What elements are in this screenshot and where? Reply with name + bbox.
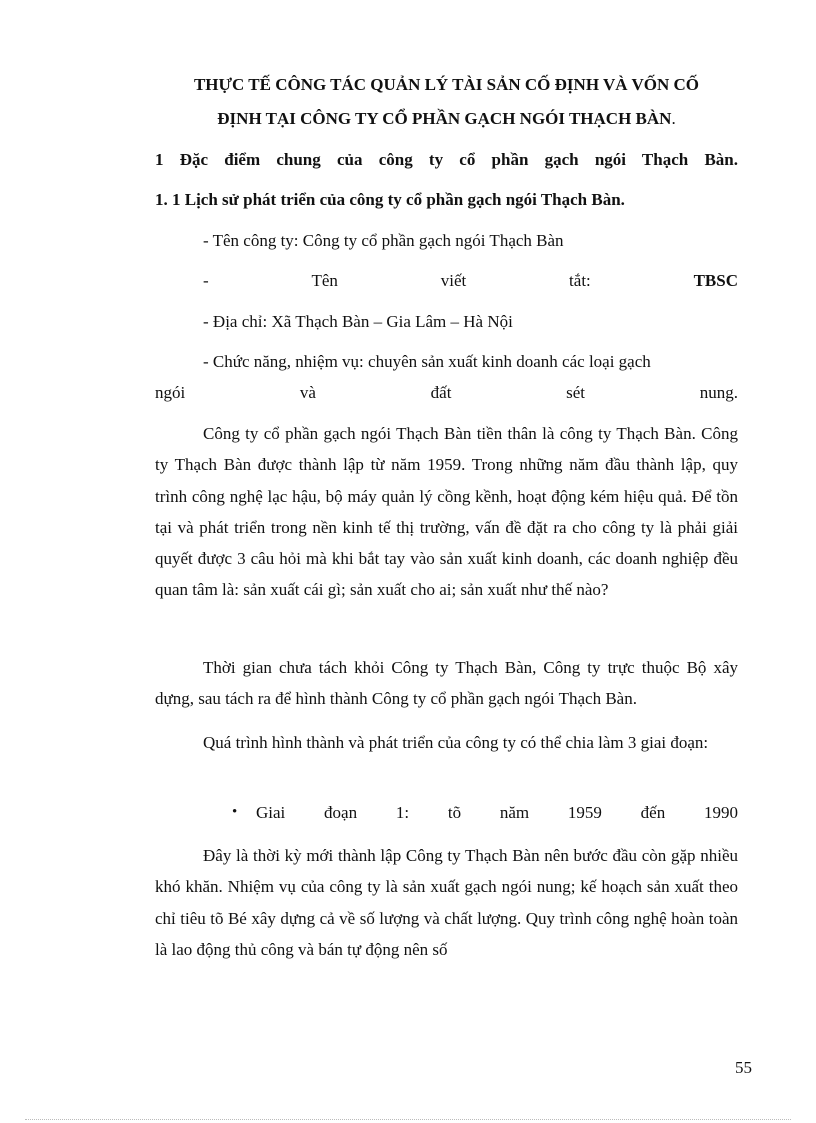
bullet-word: 1990 (703, 803, 738, 822)
page-number: 55 (735, 1058, 752, 1077)
function-word: đất (430, 383, 452, 402)
bullet-word: 1959 (567, 803, 602, 822)
bullet-word: tõ (447, 803, 462, 822)
bullet-word: Giai (256, 803, 286, 822)
footer-divider (25, 1119, 791, 1120)
abbr-word: Tên (311, 271, 338, 290)
abbr-word: tắt: (569, 271, 591, 290)
info-company-name: - Tên công ty: Công ty cổ phần gạch ngói Thạch Bàn (203, 231, 564, 250)
info-abbreviation (203, 271, 738, 291)
function-word: và (299, 383, 316, 402)
section-heading: 1 Đặc điểm chung của công ty cổ phần gạch ngói Thạch Bàn. (155, 150, 738, 169)
title-line-1: THỰC TẾ CÔNG TÁC QUẢN LÝ TÀI SẢN CỐ ĐỊNH VÀ VỐN CỐ (193, 75, 700, 94)
function-word: nung. (699, 383, 738, 402)
abbr-word: - (203, 271, 209, 290)
paragraph-stage-1: Đây là thời kỳ mới thành lập Công ty Thạch Bàn nên bước đầu còn gặp nhiều khó khăn. Nhiệm vụ của công ty là sản xuất gạch ngói nung; kế hoạch sản xuất theo chỉ tiêu tõ Bé xây dựng cả về số lượng và chất lượng. Quy trình công nghệ hoàn toàn là lao động thủ công và bán tự động nên số (155, 846, 738, 959)
paragraph-history: Công ty cổ phần gạch ngói Thạch Bàn tiền thân là công ty Thạch Bàn. Công ty Thạch Bàn được thành lập từ năm 1959. Trong những năm đầu thành lập, quy trình công nghệ lạc hậu, bộ máy quản lý cồng kềnh, hoạt động kém hiệu quả. Để tồn tại và phát triển trong nền kinh tế thị trường, vấn đề đặt ra cho công ty là phải giải quyết được 3 câu hỏi mà khi bắt tay vào sản xuất kinh doanh, các doanh nghiệp đều quan tâm là: sản xuất cái gì; sản xuất cho ai; sản xuất như thế nào? (155, 424, 738, 600)
abbr-value: TBSC (693, 271, 738, 290)
bullet-stage-1 (256, 803, 738, 823)
bullet-word: 1: (395, 803, 410, 822)
bullet-word: đến (640, 803, 666, 822)
title-line-2: ĐỊNH TẠI CÔNG TY CỔ PHẦN GẠCH NGÓI THẠCH BÀN. (217, 109, 676, 128)
function-word: sét (566, 383, 586, 402)
info-function-line-1: - Chức năng, nhiệm vụ: chuyên sản xuất kinh doanh các loại gạch (203, 352, 651, 371)
subsection-heading: 1. 1 Lịch sử phát triển của công ty cổ phần gạch ngói Thạch Bàn. (155, 190, 625, 209)
function-word: ngói (155, 383, 186, 402)
paragraph-separation: Thời gian chưa tách khỏi Công ty Thạch Bàn, Công ty trực thuộc Bộ xây dựng, sau tách ra để hình thành Công ty cổ phần gạch ngói Thạch Bàn. (155, 658, 738, 709)
bullet-icon: • (232, 804, 238, 820)
abbr-word: viết (440, 271, 467, 290)
bullet-word: năm (499, 803, 530, 822)
bullet-word: đoạn (324, 803, 358, 822)
document-title (150, 68, 743, 136)
info-address: - Địa chỉ: Xã Thạch Bàn – Gia Lâm – Hà Nội (203, 312, 513, 331)
paragraph-stages-intro: Quá trình hình thành và phát triển của công ty có thể chia làm 3 giai đoạn: (203, 733, 709, 752)
info-function-line-2 (155, 383, 738, 403)
